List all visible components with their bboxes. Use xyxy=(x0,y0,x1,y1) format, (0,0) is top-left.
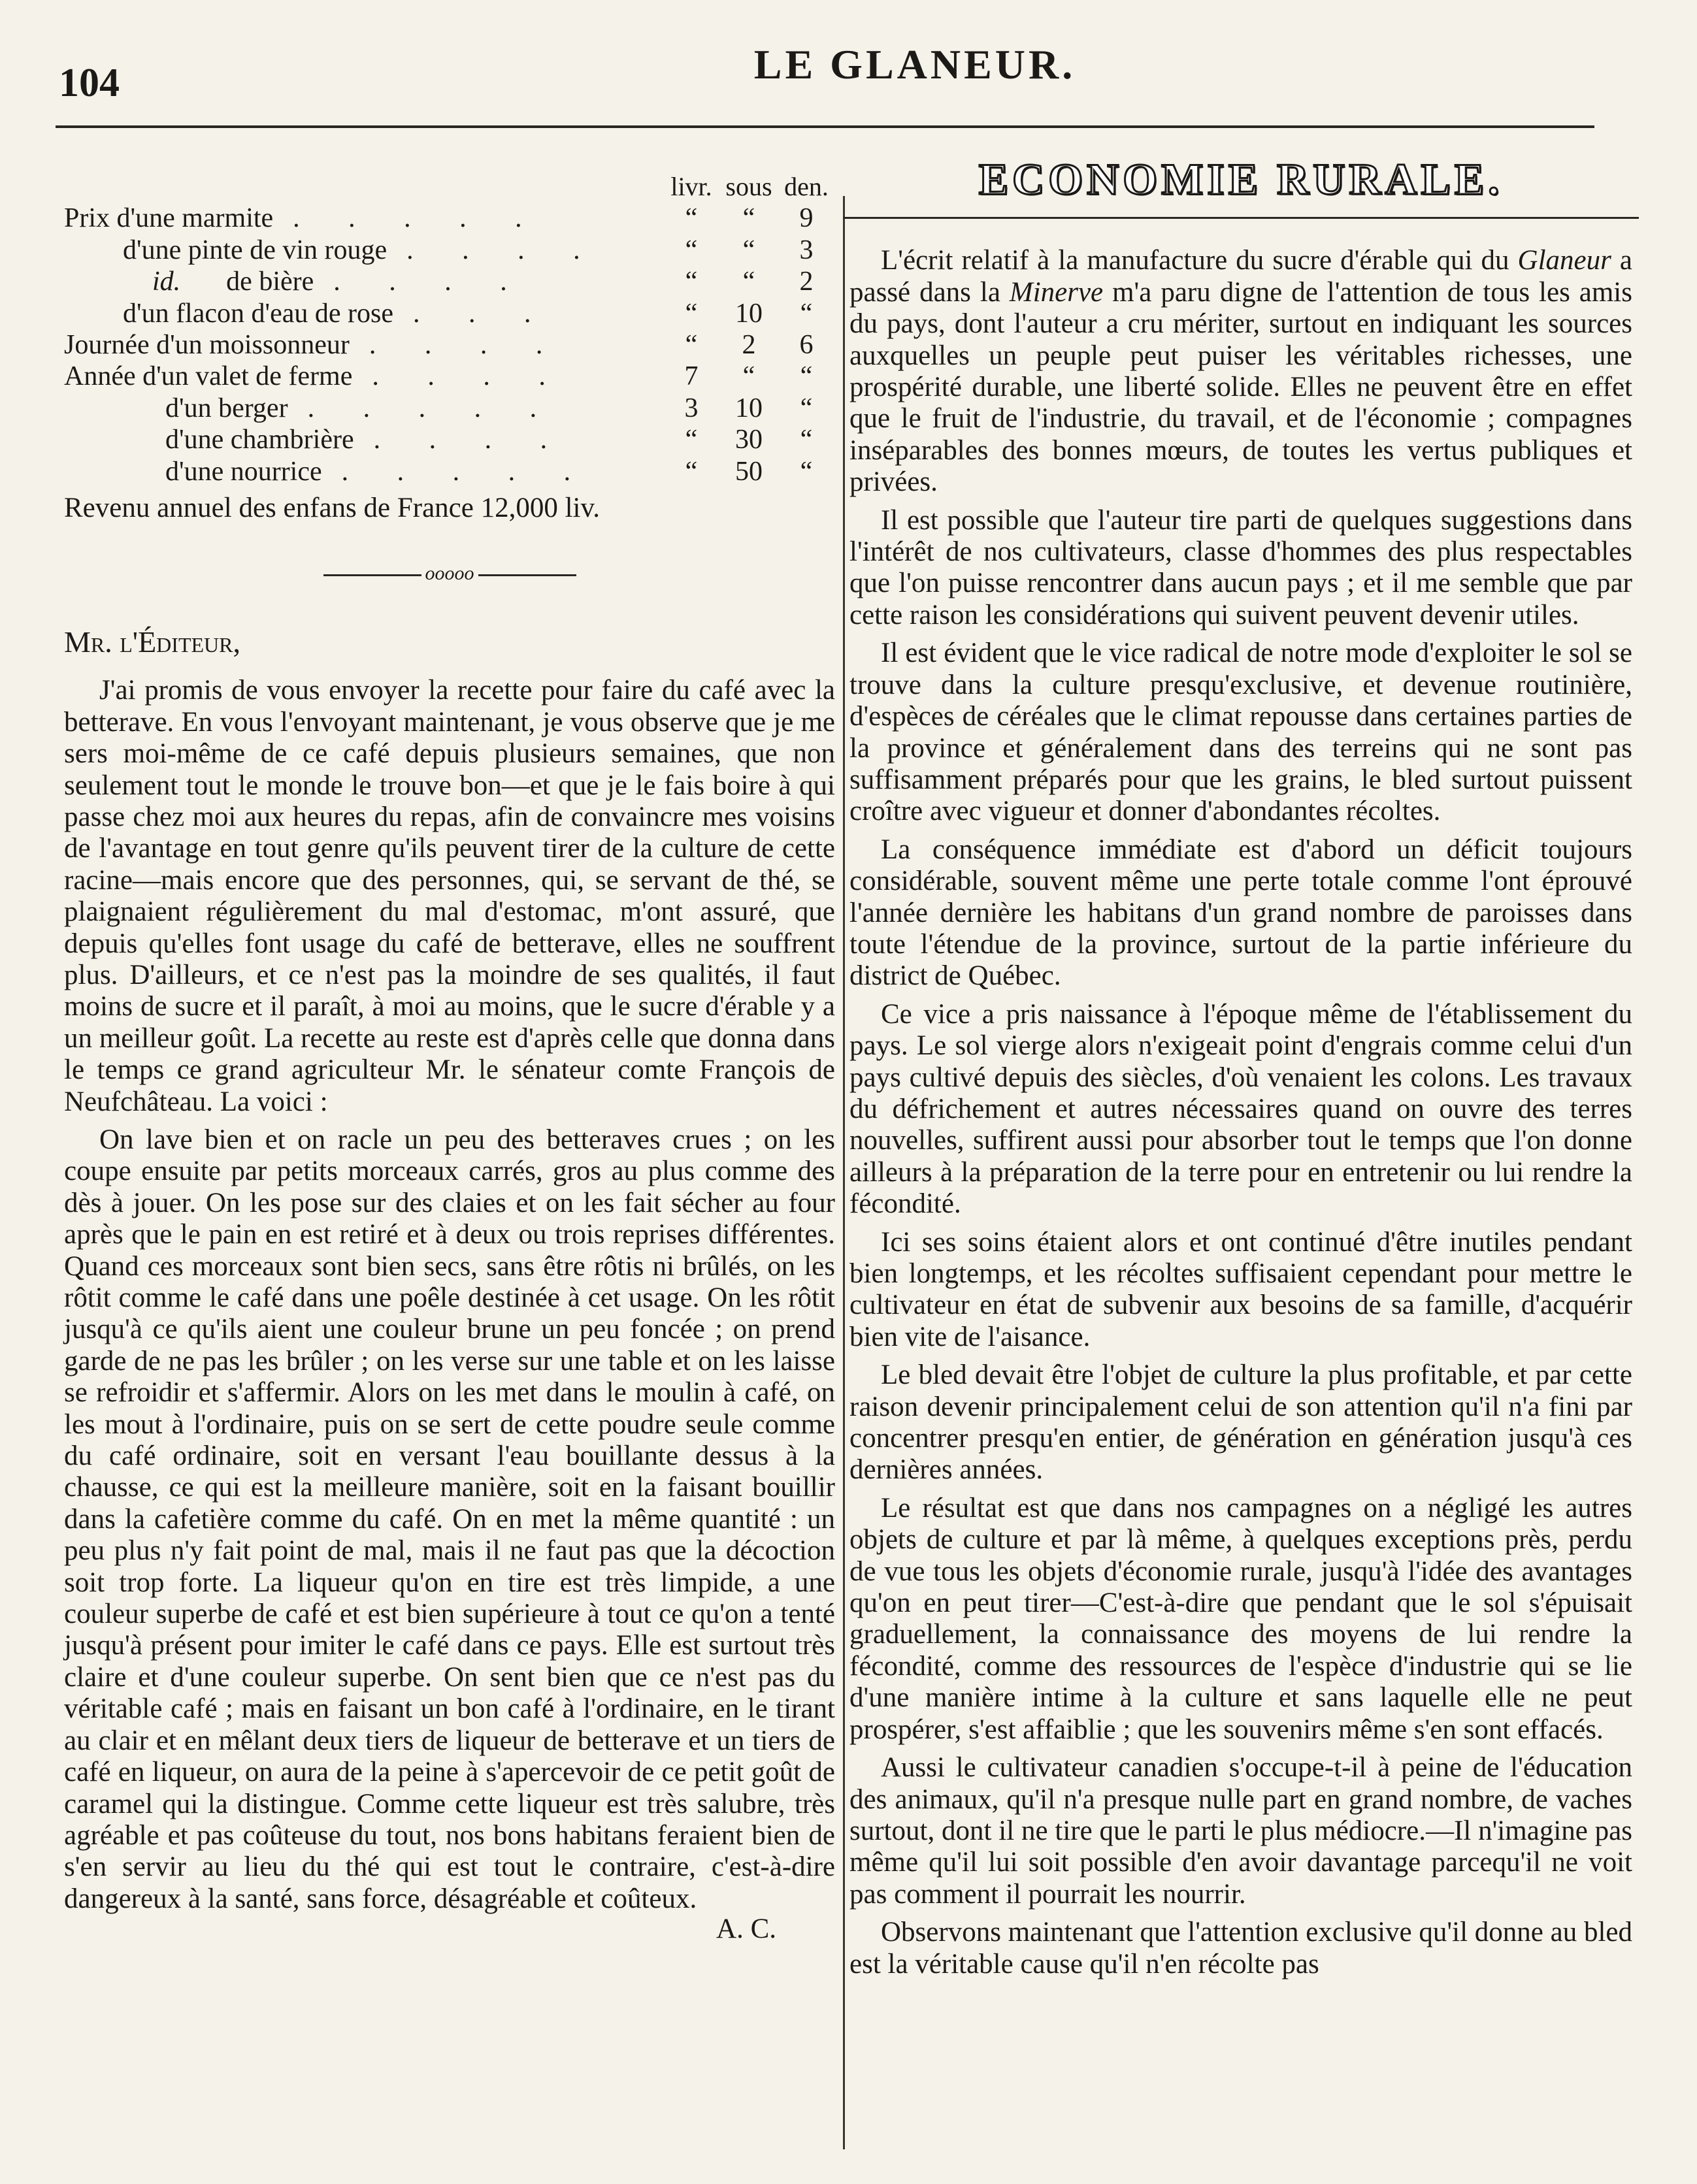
text-run: a passé dans la xyxy=(849,245,1632,308)
table-row xyxy=(64,266,835,297)
cell-den: “ xyxy=(800,393,813,423)
text-run-italic: Minerve xyxy=(1009,276,1104,308)
text-run: L'écrit relatif à la manufacture du sucre d'érable qui du xyxy=(881,245,1518,276)
table-row xyxy=(64,424,835,455)
row-label: d'une nourrice xyxy=(165,456,322,487)
leader-dots: . . . . xyxy=(406,235,601,265)
leader-dots: . . . . . xyxy=(307,393,558,423)
section-title: ECONOMIE RURALE. xyxy=(978,154,1504,204)
cell-den: “ xyxy=(800,456,813,487)
cell-sous: “ xyxy=(742,235,755,265)
row-label: d'un flacon d'eau de rose xyxy=(123,298,393,329)
cell-livr: “ xyxy=(685,267,698,297)
letter-paragraph: J'ai promis de vous envoyer la recette pour faire du café avec la betterave. En vous l'envoyant maintenant, je vous observe que je me sers moi-même de ce café depuis plusieurs semaines, que non seulement tout le monde le trouve bon—et que je le fais boire à qui passe chez moi aux heures du repas, afin de convaincre mes voisins de l'avantage en tout genre qu'ils peuvent tirer de la culture de cette racine—mais encore que des personnes, qui, se servant de thé, se plaignaient régulièrement du mal d'estomac, m'ont assuré, que depuis qu'elles font usage du café de betterave, elles ne souffrent plus. D'ailleurs, et ce n'est pas la moindre de ses qualités, il faut moins de sucre et il paraît, à moi au moins, que le sucre d'érable y a un meilleur goût. La recette au reste est d'après celle que donna dans le temps ce grand agriculteur Mr. le sénateur comte François de Neufchâteau. La voici : xyxy=(64,675,835,1117)
leader-dots: . . . . xyxy=(333,267,528,297)
price-table xyxy=(64,171,835,487)
cell-sous: “ xyxy=(742,203,755,234)
cell-livr: 7 xyxy=(684,361,699,392)
article-paragraph: Ici ses soins étaient alors et ont continué d'être inutiles pendant bien longtemps, et les récoltes suffisaient cependant pour mettre le cultivateur en état de subvenir aux besoins de sa famille, d'acquérir bien vite de l'aisance. xyxy=(849,1226,1632,1352)
text-run: m'a paru digne de l'attention de tous les amis du pays, dont l'auteur a cru mériter, surtout en indiquant les sources auxquelles un peuple peut puiser les véritables richesses, une prospérité durable, une liberté solide. Elles ne peuvent être en effet que le fruit de l'industrie, du travail, et de l'économie ; compagnes inséparables des bonnes mœurs, de toutes les vertus publiques et privées. xyxy=(849,276,1632,498)
leader-dots: . . . . xyxy=(373,425,568,455)
right-column xyxy=(849,154,1632,1980)
article-paragraph: Il est évident que le vice radical de notre mode d'exploiter le sol se trouve dans la culture presqu'exclusive, et devenue routinière, d'espèces de céréales que le climat repousse dans certaines parties de la province et généralement dans des terreins qui ne sont pas suffisamment préparés pour que les grains, le bled surtout puissent croître avec vigueur et donner d'abondantes récoltes. xyxy=(849,638,1632,827)
journal-title: LE GLANEUR. xyxy=(753,41,1076,88)
leader-dots: . . . . xyxy=(369,330,564,361)
header-rule xyxy=(56,125,1594,128)
cell-den: 6 xyxy=(799,330,814,361)
row-label: Année d'un valet de ferme xyxy=(64,361,353,392)
article-paragraph: Le résultat est que dans nos campagnes on a négligé les autres objets de culture et par là même, à quelques exceptions près, perdu de vue tous les objets d'économie rurale, jusqu'à l'idée des avantages qu'on en peut tirer—C'est-à-dire que pendant que le sol s'épuisait graduellement, la connaissance des moyens de lui rendre la fécondité, comme des ressources de l'espèce d'industrie qui se lie d'une manière intime à la culture et sans laquelle elle ne peut prospérer, s'est affaiblie ; que les souvenirs même s'en sont effacés. xyxy=(849,1492,1632,1745)
cell-livr: “ xyxy=(685,425,698,455)
cell-livr: “ xyxy=(685,456,698,487)
revenue-line: Revenu annuel des enfans de France 12,000 liv. xyxy=(64,493,600,524)
text-run-italic: Glaneur xyxy=(1517,245,1611,276)
column-divider xyxy=(843,196,845,2149)
leader-dots: . . . xyxy=(412,298,552,329)
cell-sous: 30 xyxy=(735,425,763,455)
article-paragraph xyxy=(849,245,1632,498)
cell-den: “ xyxy=(800,361,813,392)
table-row xyxy=(64,361,835,392)
cell-den: “ xyxy=(800,425,813,455)
cell-sous: 2 xyxy=(742,330,756,361)
header-sous: sous xyxy=(725,172,772,201)
table-row xyxy=(64,456,835,487)
row-label: d'une pinte de vin rouge xyxy=(123,235,387,265)
cell-sous: 50 xyxy=(735,456,763,487)
section-divider xyxy=(64,558,835,589)
left-column xyxy=(64,171,835,1946)
letter-paragraph: On lave bien et on racle un peu des betteraves crues ; on les coupe ensuite par petits morceaux carrés, gros au plus comme des dès à jouer. On les pose sur des claies et on les fait sécher au four après que le pain en est retiré et à deux ou trois reprises différentes. Quand ces morceaux sont bien secs, sans être rôtis ni brûlés, on les rôtit comme le café dans une poêle destinée à cet usage. On les rôtit jusqu'à ce qu'ils aient une couleur brune un peu foncée ; on prend garde de ne pas les brûler ; on les verse sur une table et on les laisse se refroidir et s'affermir. Alors on les met dans le moulin à café, on les mout à l'ordinaire, puis on se sert de cette poudre seule comme du café ordinaire, soit en versant l'eau bouillante dessus à la chausse, ce qui est la meilleure manière, soit en la faisant bouillir dans la cafetière comme du café. On en met la même quantité : un peu plus n'y fait point de mal, mais il ne faut pas que la décoction soit trop forte. La liqueur qu'on en tire est très limpide, a une couleur superbe de café et est bien supérieure à tout ce qu'on a tenté jusqu'à présent pour imiter le café dans ce pays. Elle est surtout très claire et d'une couleur superbe. On sent bien que ce n'est pas du véritable café ; mais en faisant un bon café à l'ordinaire, en le tirant au clair et en mêlant deux tiers de liqueur de betterave et un tiers de café en liqueur, on aura de la peine à s'apercevoir de ce petit goût de caramel qui la distingue. Comme cette liqueur est très salubre, très agréable et pas coûteuse du tout, nos bons habitans feraient bien de s'en servir au lieu du thé qui est tout le contraire, c'est-à-dire dangereux à la santé, sans force, désagréable et coûteux. xyxy=(64,1124,835,1914)
cell-sous: “ xyxy=(742,361,755,392)
table-row xyxy=(64,235,835,266)
page-number: 104 xyxy=(59,61,120,105)
leader-dots: . . . . . xyxy=(341,456,592,487)
cell-sous: “ xyxy=(742,267,755,297)
cell-livr: “ xyxy=(685,203,698,234)
cell-sous: 10 xyxy=(735,298,763,329)
article-paragraph: Observons maintenant que l'attention exclusive qu'il donne au bled est la véritable cause qu'il n'en récolte pas xyxy=(849,1917,1632,1980)
table-row xyxy=(64,298,835,329)
cell-sous: 10 xyxy=(735,393,763,423)
letter-salutation: Mr. l'Éditeur, xyxy=(64,625,240,659)
row-label-italic: id. xyxy=(152,267,181,297)
row-label: de bière xyxy=(226,267,314,297)
article-paragraph: Aussi le cultivateur canadien s'occupe-t-il à peine de l'éducation des animaux, qu'il n'a presque nulle part en grand nombre, de vaches surtout, dont il ne tire que le parti le plus médiocre.—Il n'imagine pas même qu'il lui soit possible d'en avoir davantage parcequ'il ne voit pas comment il pourrait les nourrir. xyxy=(849,1752,1632,1910)
leader-dots: . . . . . xyxy=(293,203,543,234)
table-row xyxy=(64,329,835,361)
cell-den: 3 xyxy=(799,235,814,265)
article-paragraph: Ce vice a pris naissance à l'époque même de l'établissement du pays. Le sol vierge alors n'exigeait point d'engrais comme celui d'un pays cultivé depuis des siècles, d'où venaient les colons. Les travaux du défrichement et autres nécessaires quand on ouvre des terres nouvelles, suffirent aussi pour absorber tout le temps que l'on donne ailleurs à la préparation de la terre pour en entretenir ou lui rendre la fécondité. xyxy=(849,998,1632,1220)
row-label: Journée d'un moissonneur xyxy=(64,330,350,361)
cell-livr: 3 xyxy=(684,393,699,423)
row-label: d'une chambrière xyxy=(165,425,354,455)
cell-livr: “ xyxy=(685,235,698,265)
price-table-header xyxy=(64,171,835,203)
header-livr: livr. xyxy=(670,172,712,201)
title-rule xyxy=(843,217,1639,219)
article-paragraph: La conséquence immédiate est d'abord un déficit toujours considérable, souvent même une perte totale comme l'ont éprouvé l'année dernière les habitans d'un grand nombre de paroisses dans toute l'étendue de la province, surtout de la partie inférieure du district de Québec. xyxy=(849,834,1632,992)
cell-den: “ xyxy=(800,298,813,329)
cell-livr: “ xyxy=(685,330,698,361)
divider-ornament: ooooo xyxy=(425,562,474,585)
cell-den: 2 xyxy=(799,267,814,297)
letter-signature: A. C. xyxy=(716,1914,776,1945)
article-paragraph: Il est possible que l'auteur tire parti de quelques suggestions dans l'intérêt de nos cultivateurs, classe d'hommes des plus respectables que l'on puisse rencontrer dans aucun pays ; et il me semble que par cette raison les considérations qui suivent peuvent devenir utiles. xyxy=(849,504,1632,630)
table-row xyxy=(64,203,835,234)
article-paragraph: Le bled devait être l'objet de culture la plus profitable, et par cette raison devenir principalement celui de son attention qu'il n'a fini par concentrer presqu'en entier, de génération en génération jusqu'à ces dernières années. xyxy=(849,1360,1632,1486)
cell-livr: “ xyxy=(685,298,698,329)
cell-den: 9 xyxy=(799,203,814,234)
row-label: d'un berger xyxy=(165,393,288,423)
table-row xyxy=(64,393,835,424)
row-label: Prix d'une marmite xyxy=(64,203,274,234)
leader-dots: . . . . xyxy=(372,361,567,392)
header-den: den. xyxy=(784,172,829,201)
